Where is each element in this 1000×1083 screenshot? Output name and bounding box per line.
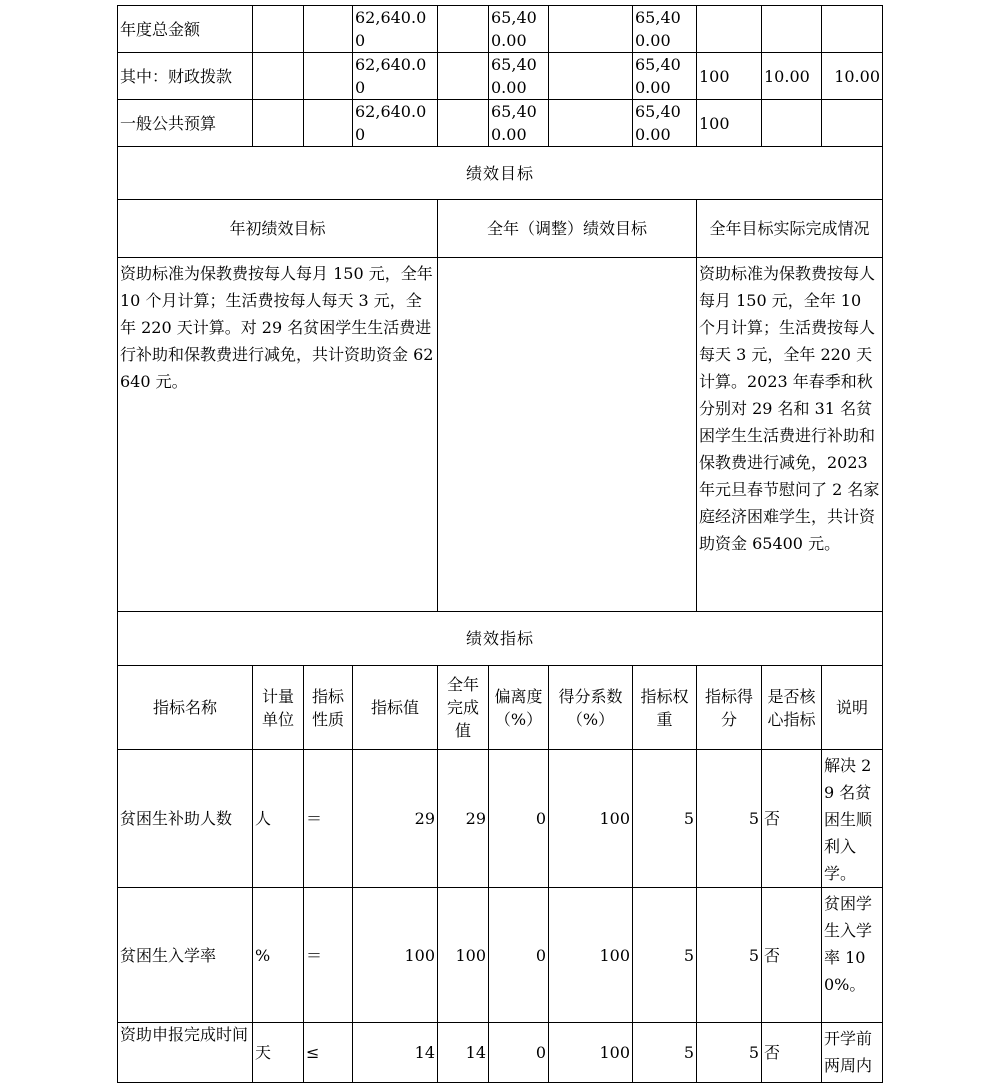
indicator-target: 14: [353, 1023, 438, 1083]
indicator-header: 指标得分: [697, 666, 762, 750]
indicator-nature: ≤: [304, 1023, 353, 1083]
indicator-header: 指标值: [353, 666, 438, 750]
indicator-name: 贫困生补助人数: [118, 750, 253, 888]
budget-cell: 65,400.00: [489, 53, 549, 100]
budget-cell: [549, 53, 633, 100]
indicator-nature: ＝: [304, 888, 353, 1023]
budget-row-fiscal: [118, 53, 883, 100]
performance-table: [117, 5, 883, 1083]
budget-cell: [762, 100, 822, 147]
budget-cell: 62,640.00: [353, 53, 438, 100]
indicator-name: 贫困生入学率: [118, 888, 253, 1023]
budget-cell: [549, 6, 633, 53]
indicator-actual: 100: [438, 888, 489, 1023]
indicator-target: 29: [353, 750, 438, 888]
budget-cell: 65,400.00: [489, 6, 549, 53]
budget-cell: [438, 53, 489, 100]
table-row: [118, 888, 883, 1023]
budget-row-name: 年度总金额: [118, 6, 253, 53]
budget-cell: [697, 6, 762, 53]
goals-col-adjusted: 全年（调整）绩效目标: [438, 200, 697, 258]
budget-cell: 100: [697, 100, 762, 147]
indicator-header: 指标权重: [633, 666, 697, 750]
budget-cell: 62,640.00: [353, 6, 438, 53]
indicator-core: 否: [762, 888, 822, 1023]
budget-cell: 65,400.00: [633, 6, 697, 53]
indicator-deviation: 0: [489, 750, 549, 888]
goals-initial-text: 资助标准为保教费按每人每月 150 元，全年 10 个月计算；生活费按每人每天 3 元，全年 220 天计算。对 29 名贫困学生生活费进行补助和保教费进行减免，共计资助资金 62640 元。: [118, 258, 438, 612]
indicator-coef: 100: [549, 888, 633, 1023]
indicator-deviation: 0: [489, 888, 549, 1023]
indicator-coef: 100: [549, 750, 633, 888]
budget-cell: [253, 53, 304, 100]
goals-section-title: 绩效目标: [118, 147, 883, 200]
table-row: [118, 750, 883, 888]
indicator-score: 5: [697, 888, 762, 1023]
indicators-section-title: 绩效指标: [118, 612, 883, 666]
indicator-target: 100: [353, 888, 438, 1023]
budget-cell: 65,400.00: [633, 100, 697, 147]
budget-cell: [438, 6, 489, 53]
budget-row-general: [118, 100, 883, 147]
budget-cell: [304, 53, 353, 100]
budget-row-total: [118, 6, 883, 53]
budget-cell: [253, 100, 304, 147]
indicator-header: 计量单位: [253, 666, 304, 750]
indicator-core: 否: [762, 750, 822, 888]
budget-cell: [438, 100, 489, 147]
indicator-score: 5: [697, 1023, 762, 1083]
budget-cell: 65,400.00: [633, 53, 697, 100]
budget-cell: 100: [697, 53, 762, 100]
budget-cell: [253, 6, 304, 53]
budget-cell: 10.00: [822, 53, 883, 100]
indicator-deviation: 0: [489, 1023, 549, 1083]
budget-row-name: 一般公共预算: [118, 100, 253, 147]
budget-cell: 65,400.00: [489, 100, 549, 147]
indicator-score: 5: [697, 750, 762, 888]
indicator-header: 说明: [822, 666, 883, 750]
goals-adjusted-text: [438, 258, 697, 612]
budget-row-name: 其中：财政拨款: [118, 53, 253, 100]
indicator-nature: ＝: [304, 750, 353, 888]
indicator-note: 贫困学生入学率 100%。: [822, 888, 883, 1023]
budget-cell: [822, 100, 883, 147]
indicator-name: 资助申报完成时间: [118, 1023, 253, 1083]
indicator-header: 偏离度（%）: [489, 666, 549, 750]
indicator-unit: 人: [253, 750, 304, 888]
indicator-coef: 100: [549, 1023, 633, 1083]
budget-cell: [304, 6, 353, 53]
budget-cell: 10.00: [762, 53, 822, 100]
indicator-weight: 5: [633, 888, 697, 1023]
indicator-weight: 5: [633, 1023, 697, 1083]
table-row: [118, 1023, 883, 1083]
indicator-header: 得分系数（%）: [549, 666, 633, 750]
indicator-header: 指标性质: [304, 666, 353, 750]
indicator-unit: %: [253, 888, 304, 1023]
budget-cell: [304, 100, 353, 147]
indicator-header: 是否核心指标: [762, 666, 822, 750]
indicator-weight: 5: [633, 750, 697, 888]
indicator-core: 否: [762, 1023, 822, 1083]
goals-col-actual: 全年目标实际完成情况: [697, 200, 883, 258]
indicator-actual: 14: [438, 1023, 489, 1083]
indicator-unit: 天: [253, 1023, 304, 1083]
indicator-note: 解决 29 名贫困生顺利入学。: [822, 750, 883, 888]
indicator-header: 指标名称: [118, 666, 253, 750]
budget-cell: [549, 100, 633, 147]
indicators-header-row: [118, 666, 883, 750]
budget-cell: [762, 6, 822, 53]
indicator-note: 开学前两周内: [822, 1023, 883, 1083]
budget-cell: 62,640.00: [353, 100, 438, 147]
indicator-actual: 29: [438, 750, 489, 888]
goals-actual-text: 资助标准为保教费按每人每月 150 元，全年 10 个月计算；生活费按每人每天 3 元，全年 220 天计算。2023 年春季和秋分别对 29 名和 31 名贫困学生生活费进行补助和保教费进行减免，2023 年元旦春节慰问了 2 名家庭经济困难学生，共计资助资金 65400 元。: [697, 258, 883, 612]
goals-col-initial: 年初绩效目标: [118, 200, 438, 258]
budget-cell: [822, 6, 883, 53]
indicator-header: 全年完成值: [438, 666, 489, 750]
